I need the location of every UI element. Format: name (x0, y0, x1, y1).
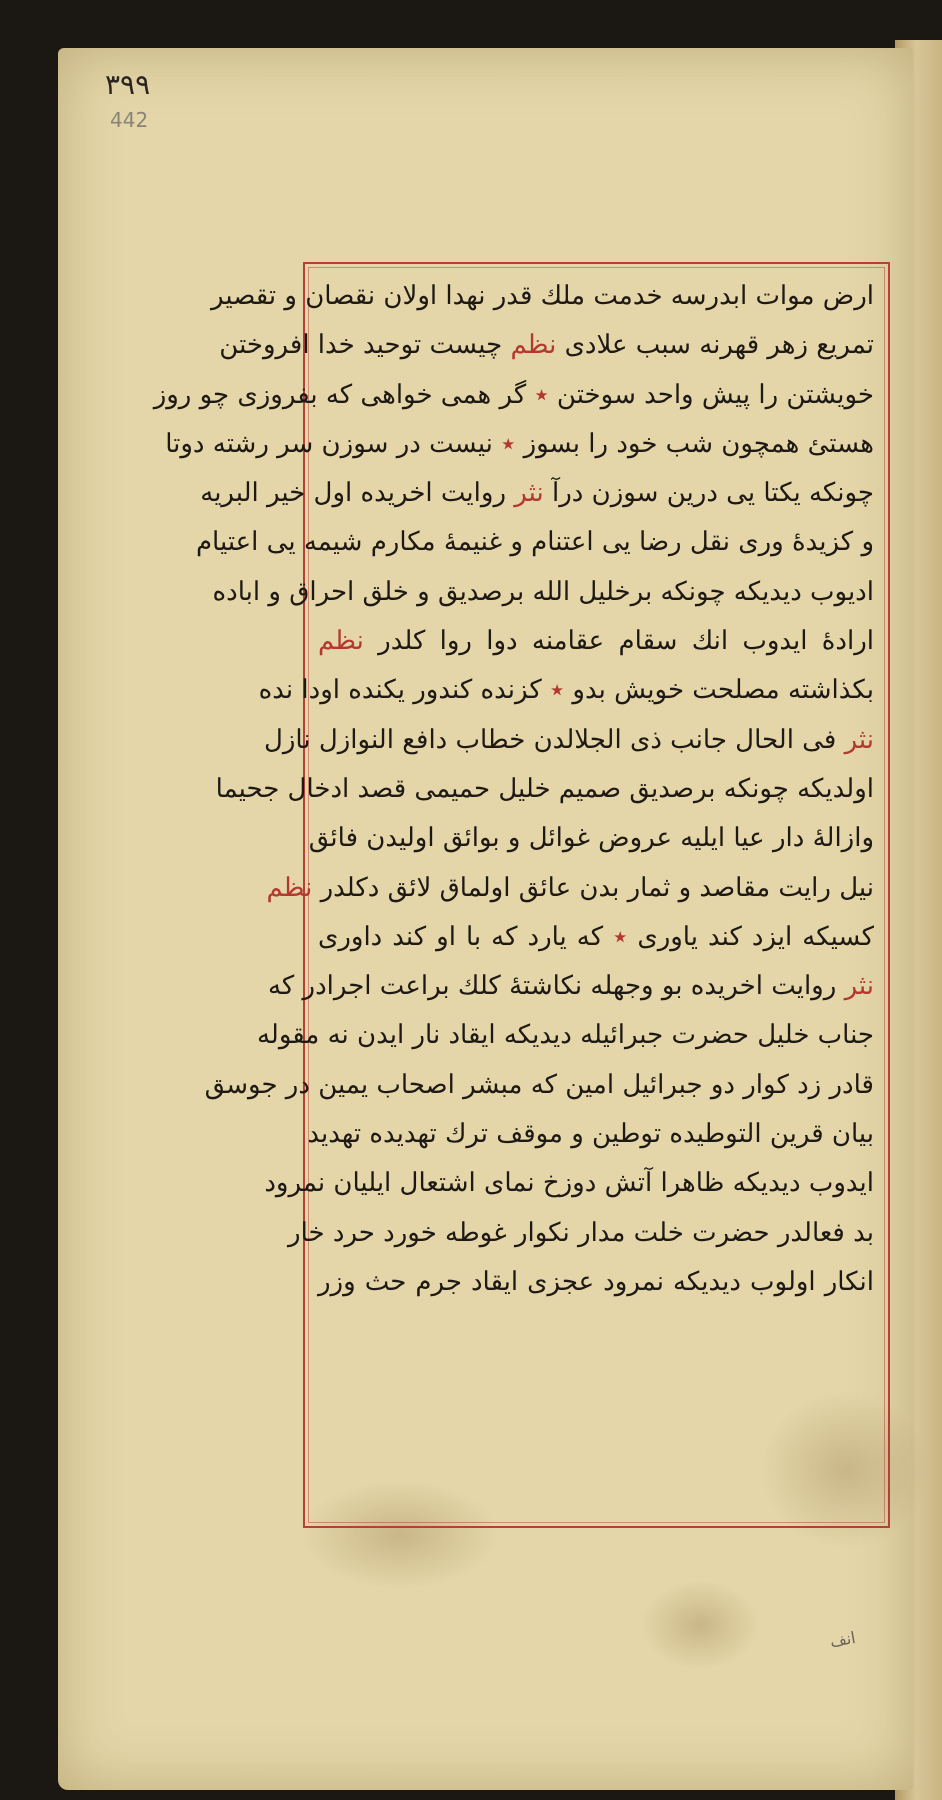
text-line (307, 1110, 874, 1159)
text-line (195, 518, 874, 567)
text-segment: كه یارد كه با او كند داورى (318, 921, 614, 952)
text-line (318, 913, 874, 962)
rubric-word: نثر (844, 724, 874, 755)
text-segment: ادیوب دیدیكه چونكه برخلیل الله برصدیق و خلق احراق و اباده (212, 576, 874, 607)
text-segment: هستئ همچون شب خود را بسوز (515, 428, 874, 459)
text-segment: كزنده كندور یكنده اودا نده (258, 675, 550, 706)
text-line (318, 617, 874, 666)
text-line (215, 765, 874, 814)
rubric-word: نثر (844, 971, 874, 1002)
text-segment: وازالهٔ دار عیا ایلیه عروض غوائل و بوائق اولیدن فائق (308, 823, 874, 854)
catchword: انف (828, 1627, 857, 1652)
text-segment: ارادهٔ ایدوب انك سقام عقامنه دوا روا كلدر (363, 626, 874, 657)
rubric-word: ٭ (534, 379, 549, 410)
rubric-word: ٭ (613, 921, 628, 952)
text-segment: تمریع زهر قهرنه سبب علادى (556, 330, 874, 361)
text-segment: خویشتن را پیش واحد سوختن (548, 379, 874, 410)
rubric-word: ٭ (501, 428, 516, 459)
text-segment: كسیكه ایزد كند یاورى (627, 921, 875, 952)
rubric-word: نظم (318, 626, 364, 657)
text-segment: قادر زد كوار دو جبرائیل امین كه مبشر اصحاب یمین در جوسق (204, 1069, 874, 1100)
text-segment: چیست توحید خدا افروختن (219, 330, 511, 361)
text-line (211, 272, 874, 321)
text-line (165, 420, 874, 469)
text-segment: انكار اولوب دیدیكه نمرود عجزى ایقاد جرم حث وزر (318, 1266, 874, 1297)
text-line (308, 814, 874, 863)
text-line (200, 469, 874, 518)
text-segment: بیان قرین التوطیده توطین و موقف ترك تهدیده تهدید (307, 1119, 874, 1150)
text-segment: بد فعالدر حضرت خلت مدار نكوار غوطه خورد حرد خار (288, 1217, 874, 1248)
text-segment: نیست در سوزن سر رشته دوتا (165, 428, 502, 459)
text-line (267, 962, 874, 1011)
text-line (264, 1159, 874, 1208)
text-line (258, 666, 874, 715)
text-line (256, 1011, 874, 1060)
text-line (288, 1209, 874, 1258)
main-text-block (153, 272, 875, 1307)
folio-number: ٣٩٩ (105, 68, 151, 101)
text-segment: نیل رایت مقاصد و ثمار بدن عائق اولماق لائق دكلدر (312, 872, 874, 903)
paper-stain (640, 1580, 760, 1670)
rubric-word: نظم (510, 330, 557, 361)
text-segment: بكذاشته مصلحت خویش بدو (564, 675, 874, 706)
text-segment: و كزیدهٔ ورى نقل رضا یى اعتنام و غنیمهٔ مكارم شیمه یى اعتیام (195, 527, 874, 558)
rubric-word: نثر (514, 478, 544, 509)
text-line (219, 321, 874, 370)
text-line (318, 1258, 874, 1307)
text-segment: ایدوب دیدیكه ظاهرا آتش دوزخ نماى اشتعال ایلیان نمرود (264, 1168, 874, 1199)
pencil-page-number: 442 (110, 108, 149, 132)
text-segment: چونكه یكتا یى درین سوزن درآ (543, 478, 874, 509)
rubric-word: ٭ (550, 675, 565, 706)
text-line (266, 864, 874, 913)
text-line (212, 568, 874, 617)
text-segment: اولدیكه چونكه برصدیق صمیم خلیل حمیمى قصد ادخال جحیما (215, 773, 874, 804)
text-line (263, 716, 874, 765)
text-line (153, 371, 874, 420)
text-line (204, 1061, 874, 1110)
text-segment: جناب خلیل حضرت جبرائیله دیدیكه ایقاد نار ایدن نه مقوله (256, 1020, 874, 1051)
text-segment: ارض موات ابدرسه خدمت ملك قدر نهدا اولان نقصان و تقصیر (211, 281, 874, 311)
text-segment: روایت اخریده اول خیر البریه (200, 478, 515, 509)
rubric-word: نظم (266, 872, 313, 903)
text-segment: فى الحال جانب ذى الجلالدن خطاب دافع النوازل نازل (263, 724, 845, 755)
text-segment: گر همی خواهى كه بفروزى چو روز (153, 379, 535, 410)
text-segment: روایت اخریده بو وجهله نكاشتهٔ كلك براعت اجرادر كه (267, 971, 845, 1002)
